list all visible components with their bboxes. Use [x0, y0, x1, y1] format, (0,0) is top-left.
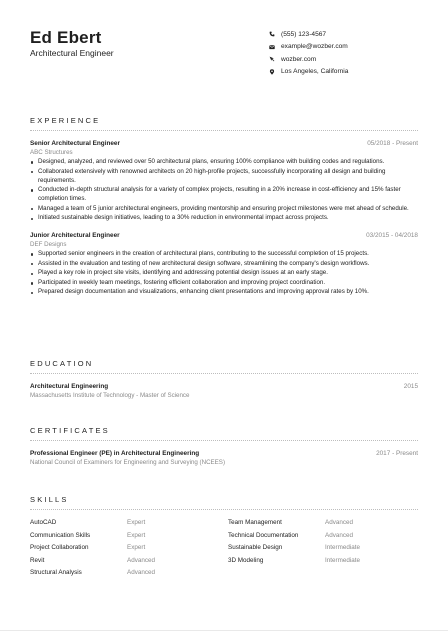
- education-heading: EDUCATION: [30, 359, 94, 368]
- skill-level: Advanced: [127, 556, 156, 564]
- bullet-item: Conducted in-depth structural analysis for a variety of complex projects, resulting in a 20% increase in cost-efficiency and 15% faster completion times.: [30, 186, 418, 204]
- skill-level: Expert: [127, 531, 146, 539]
- contact-email-text[interactable]: example@wozber.com: [281, 43, 348, 51]
- skill-name: Revit: [30, 556, 45, 564]
- job-dates: 03/2015 - 04/2018: [366, 232, 418, 240]
- link-icon: [269, 56, 281, 62]
- skill-name: Team Management: [228, 519, 282, 526]
- skills-heading: SKILLS: [30, 495, 69, 504]
- candidate-name: Ed Ebert: [30, 28, 102, 47]
- contact-location: [269, 66, 348, 79]
- skill-level: Expert: [127, 544, 146, 552]
- bullet-item: Managed a team of 5 junior architectural engineers, providing mentorship and ensuring project milestones were met ahead of schedule.: [30, 205, 418, 214]
- skill-level: Advanced: [127, 569, 156, 577]
- certificate-issuer: National Council of Examiners for Engineering and Surveying (NCEES): [30, 459, 225, 466]
- section-divider: [30, 130, 418, 131]
- contact-website-text[interactable]: wozber.com: [281, 55, 317, 63]
- bullet-item: Participated in weekly team meetings, fostering efficient collaboration and improving project coordination.: [30, 279, 418, 288]
- page-bottom-rule: [0, 630, 448, 631]
- skill-level: Intermediate: [325, 544, 361, 552]
- job-entry: [30, 232, 418, 297]
- skill-level: Advanced: [325, 531, 354, 539]
- education-entry: [30, 383, 418, 399]
- certificate-entry: [30, 450, 418, 466]
- certificates-section: [30, 426, 418, 466]
- skill-name: AutoCAD: [30, 519, 57, 526]
- skills-grid: [30, 519, 418, 576]
- education-institution: Massachusetts Institute of Technology - Master of Science: [30, 392, 190, 399]
- email-icon: [269, 44, 281, 50]
- location-pin-icon: [269, 69, 281, 75]
- skill-name: Project Collaboration: [30, 544, 89, 552]
- skill-name: Communication Skills: [30, 531, 91, 539]
- job-entry: [30, 140, 418, 223]
- bullet-item: Supported senior engineers in the creation of architectural plans, contributing to the successful completion of 15 projects.: [30, 250, 418, 259]
- job-bullets: [30, 250, 418, 297]
- skill-name: 3D Modeling: [228, 556, 264, 564]
- contact-phone: [269, 28, 348, 41]
- section-divider: [30, 440, 418, 441]
- bullet-item: Played a key role in project site visits, identifying and addressing potential design issues at an early stage.: [30, 269, 418, 278]
- degree-title: Architectural Engineering: [30, 383, 109, 390]
- certificate-date: 2017 - Present: [376, 450, 418, 457]
- experience-heading: EXPERIENCE: [30, 116, 101, 125]
- skills-section: [30, 495, 418, 576]
- job-title: Junior Architectural Engineer: [30, 232, 120, 240]
- job-dates: 05/2018 - Present: [367, 140, 418, 147]
- certificate-title: Professional Engineer (PE) in Architectural Engineering: [30, 450, 200, 457]
- phone-icon: [269, 31, 281, 37]
- job-bullets: [30, 158, 418, 223]
- education-section: [30, 359, 418, 399]
- section-divider: [30, 509, 418, 510]
- experience-section: [30, 116, 418, 298]
- skill-level: Intermediate: [325, 556, 361, 564]
- contact-block: [269, 28, 348, 78]
- candidate-role: Architectural Engineer: [30, 48, 114, 58]
- bullet-item: Prepared design documentation and visualizations, enhancing client presentations and improving approval rates by 10%.: [30, 288, 418, 297]
- job-company: DEF Designs: [30, 241, 67, 249]
- bullet-item: Initiated sustainable design initiatives, leading to a 30% reduction in environmental impact across projects.: [30, 214, 418, 223]
- bullet-item: Assisted in the evaluation and testing of new architectural design software, streamlining the company's design workflows.: [30, 260, 418, 269]
- education-date: 2015: [403, 383, 418, 390]
- skill-name: Technical Documentation: [228, 531, 299, 539]
- bullet-item: Designed, analyzed, and reviewed over 50 architectural plans, ensuring 100% compliance with building codes and regulations.: [30, 158, 418, 167]
- skill-name: Sustainable Design: [228, 544, 283, 552]
- certificates-heading: CERTIFICATES: [30, 426, 110, 435]
- section-divider: [30, 373, 418, 374]
- skill-name: Structural Analysis: [30, 569, 82, 577]
- contact-phone-text: (555) 123-4567: [281, 30, 327, 38]
- contact-location-text: Los Angeles, California: [281, 68, 349, 76]
- contact-website[interactable]: [269, 53, 348, 66]
- skill-level: Expert: [127, 519, 146, 526]
- job-company: ABC Structures: [30, 149, 73, 156]
- contact-email[interactable]: [269, 41, 348, 54]
- skill-level: Advanced: [325, 519, 354, 526]
- job-title: Senior Architectural Engineer: [30, 140, 120, 147]
- bullet-item: Collaborated extensively with renowned architects on 20 high-profile projects, successfully incorporating all design and building requirements.: [30, 168, 418, 186]
